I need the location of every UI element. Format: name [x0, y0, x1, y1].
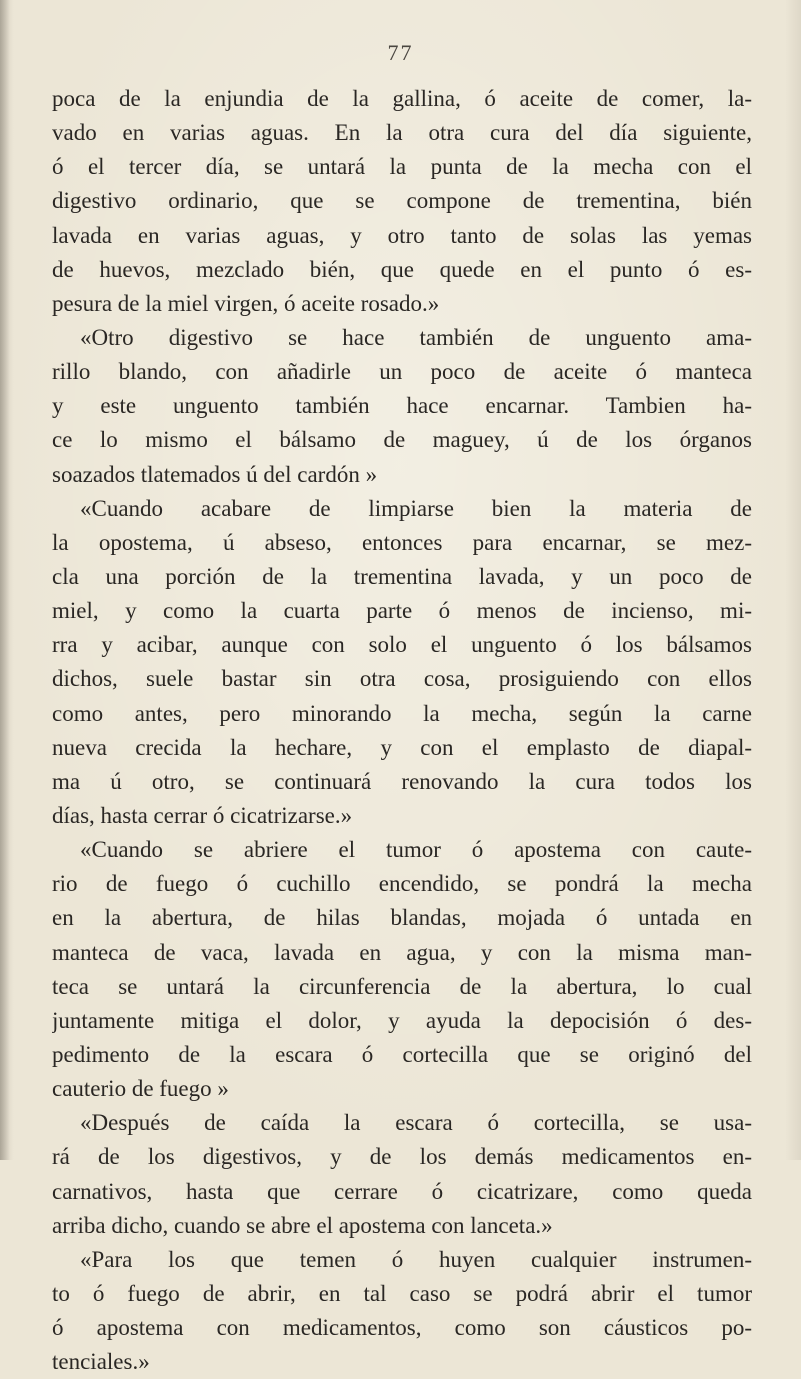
text-line: la opostema, ú abseso, entonces para encarnar, se mez-	[52, 529, 752, 555]
text-line: soazados tlatemados ú del cardón »	[52, 461, 378, 487]
text-line: pesura de la miel virgen, ó aceite rosado.»	[52, 290, 440, 316]
text-line: «Otro digestivo se hace también de unguento ama-	[80, 324, 752, 350]
text-line: rillo blando, con añadirle un poco de aceite ó manteca	[52, 359, 752, 385]
text-line: juntamente mitiga el dolor, y ayuda la depocisión ó des-	[52, 1007, 752, 1033]
text-line: de huevos, mezclado bién, que quede en el punto ó es-	[52, 256, 752, 282]
text-line: manteca de vaca, lavada en agua, y con la misma man-	[52, 939, 752, 965]
page-number: 77	[387, 40, 414, 65]
text-line: en la abertura, de hilas blandas, mojada ó untada en	[52, 905, 752, 931]
text-line: «Para los que temen ó huyen cualquier instrumen-	[80, 1246, 752, 1272]
text-line: «Cuando acabare de limpiarse bien la materia de	[80, 495, 752, 521]
page-gutter-shadow	[0, 0, 10, 1160]
text-line: rio de fuego ó cuchillo encendido, se pondrá la mecha	[52, 871, 752, 897]
text-line: arriba dicho, cuando se abre el apostema con lanceta.»	[52, 1212, 553, 1238]
text-line: ma ú otro, se continuará renovando la cura todos los	[52, 768, 752, 794]
text-line: ó apostema con medicamentos, como son cáusticos po-	[52, 1315, 752, 1341]
text-line: carnativos, hasta que cerrare ó cicatrizare, como queda	[52, 1178, 752, 1204]
text-line: dichos, suele bastar sin otra cosa, prosiguiendo con ellos	[52, 666, 752, 692]
text-line: «Cuando se abriere el tumor ó apostema con caute-	[80, 837, 752, 863]
text-line: y este unguento también hace encarnar. Tambien ha-	[52, 393, 752, 419]
text-line: días, hasta cerrar ó cicatrizarse.»	[52, 802, 353, 828]
text-line: nueva crecida la hechare, y con el emplasto de diapal-	[52, 734, 752, 760]
text-line: rá de los digestivos, y de los demás medicamentos en-	[52, 1144, 752, 1170]
text-line: como antes, pero minorando la mecha, según la carne	[52, 700, 752, 726]
text-line: cauterio de fuego »	[52, 1076, 229, 1102]
text-line: ce lo mismo el bálsamo de maguey, ú de los órganos	[52, 427, 752, 453]
text-line: poca de la enjundia de la gallina, ó aceite de comer, la-	[52, 86, 752, 111]
text-line: vado en varias aguas. En la otra cura del día siguiente,	[52, 120, 752, 146]
text-line: pedimento de la escara ó cortecilla que se originó del	[52, 1041, 752, 1067]
text-line: to ó fuego de abrir, en tal caso se podrá abrir el tumor	[52, 1280, 752, 1306]
text-line: «Después de caída la escara ó cortecilla, se usa-	[80, 1110, 752, 1136]
body-text	[52, 82, 752, 1379]
text-line: teca se untará la circunferencia de la abertura, lo cual	[52, 973, 752, 999]
text-line: lavada en varias aguas, y otro tanto de solas las yemas	[52, 222, 752, 248]
text-line: tenciales.»	[52, 1349, 150, 1375]
text-line: digestivo ordinario, que se compone de trementina, bién	[52, 188, 752, 214]
text-line: rra y acibar, aunque con solo el unguento ó los bálsamos	[52, 632, 752, 658]
text-line: ó el tercer día, se untará la punta de la mecha con el	[52, 154, 752, 180]
text-line: miel, y como la cuarta parte ó menos de incienso, mi-	[52, 598, 752, 624]
text-line: cla una porción de la trementina lavada, y un poco de	[52, 563, 752, 589]
